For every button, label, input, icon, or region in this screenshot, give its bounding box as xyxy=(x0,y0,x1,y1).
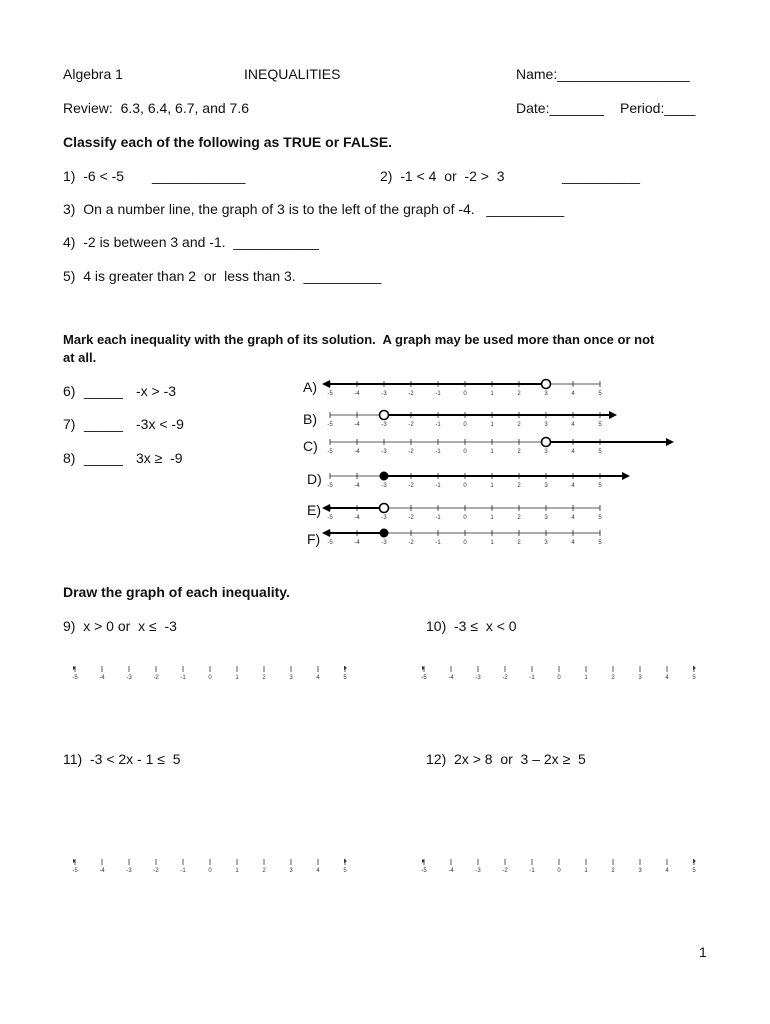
blank-number-line-10[interactable] xyxy=(0,658,770,682)
answer-blank-8[interactable]: _____ xyxy=(84,450,123,466)
tick-label: -2 xyxy=(153,675,159,681)
tick-label: -3 xyxy=(381,422,387,428)
tick-label: 4 xyxy=(571,422,575,428)
tick-label: 5 xyxy=(598,483,602,489)
tick-label: 0 xyxy=(463,391,467,397)
tick-label: -1 xyxy=(180,868,186,874)
tick-label: 0 xyxy=(208,675,212,681)
question-10: 10) -3 ≤ x < 0 xyxy=(426,618,517,634)
tick-label: 3 xyxy=(638,675,642,681)
tick-label: 1 xyxy=(490,515,494,521)
tick-label: -2 xyxy=(408,515,414,521)
question-8-expr: 3x ≥ -9 xyxy=(136,450,183,466)
tick-label: -5 xyxy=(327,515,333,521)
question-12: 12) 2x > 8 or 3 – 2x ≥ 5 xyxy=(426,751,586,767)
tick-label: -4 xyxy=(354,515,360,521)
section2-heading-line1: Mark each inequality with the graph of its solution. A graph may be used more than once or not xyxy=(63,332,655,347)
tick-label: 5 xyxy=(343,868,347,874)
tick-label: -2 xyxy=(408,391,414,397)
graph-label-d: D) xyxy=(307,471,322,487)
question-8-number: 8) xyxy=(63,450,76,466)
tick-label: 4 xyxy=(571,483,575,489)
tick-label: 5 xyxy=(343,675,347,681)
tick-label: 5 xyxy=(598,422,602,428)
tick-label: 3 xyxy=(544,391,548,397)
tick-label: -5 xyxy=(421,868,427,874)
open-endpoint xyxy=(542,380,551,389)
arrow-right-icon xyxy=(622,472,630,480)
tick-label: 0 xyxy=(557,675,561,681)
tick-label: 3 xyxy=(544,449,548,455)
tick-label: 0 xyxy=(208,868,212,874)
tick-label: -5 xyxy=(327,483,333,489)
tick-label: -4 xyxy=(354,422,360,428)
tick-label: 3 xyxy=(544,540,548,546)
answer-blank-1[interactable]: ____________ xyxy=(152,168,246,184)
question-7-expr: -3x < -9 xyxy=(136,416,184,432)
tick-label: 4 xyxy=(665,868,669,874)
tick-label: -3 xyxy=(475,675,481,681)
question-4: 4) -2 is between 3 and -1. ___________ xyxy=(63,234,320,250)
number-line-d xyxy=(0,464,770,494)
question-6-expr: -x > -3 xyxy=(136,383,177,399)
tick-label: -1 xyxy=(180,675,186,681)
tick-label: -2 xyxy=(408,449,414,455)
period-field[interactable]: Period:____ xyxy=(620,100,696,116)
tick-label: 1 xyxy=(490,483,494,489)
tick-label: -3 xyxy=(126,675,132,681)
tick-label: -5 xyxy=(72,868,78,874)
tick-label: 5 xyxy=(598,540,602,546)
course-name: Algebra 1 xyxy=(63,66,123,82)
tick-label: -4 xyxy=(448,868,454,874)
section2-heading-line2: at all. xyxy=(63,350,97,365)
question-7-number: 7) xyxy=(63,416,76,432)
tick-label: 4 xyxy=(665,675,669,681)
tick-label: 2 xyxy=(517,540,521,546)
tick-label: -1 xyxy=(435,391,441,397)
tick-label: 1 xyxy=(584,868,588,874)
graph-label-f: F) xyxy=(307,531,321,547)
arrow-right-icon xyxy=(693,666,696,670)
arrow-right-icon xyxy=(609,411,617,419)
tick-label: -5 xyxy=(421,675,427,681)
tick-label: -5 xyxy=(327,391,333,397)
arrow-right-icon xyxy=(666,438,674,446)
review-sections: Review: 6.3, 6.4, 6.7, and 7.6 xyxy=(63,100,250,116)
number-line-b xyxy=(0,403,770,433)
tick-label: -4 xyxy=(99,675,105,681)
answer-blank-6[interactable]: _____ xyxy=(84,383,123,399)
answer-blank-2[interactable]: __________ xyxy=(562,168,640,184)
tick-label: -1 xyxy=(435,449,441,455)
tick-label: -3 xyxy=(381,483,387,489)
closed-endpoint xyxy=(380,529,389,538)
answer-blank-7[interactable]: _____ xyxy=(84,416,123,432)
arrow-left-icon xyxy=(322,504,330,512)
tick-label: -2 xyxy=(408,540,414,546)
tick-label: -4 xyxy=(99,868,105,874)
tick-label: 2 xyxy=(517,391,521,397)
question-3: 3) On a number line, the graph of 3 is to the left of the graph of -4. __________ xyxy=(63,201,565,217)
number-line-a xyxy=(0,372,770,402)
tick-label: -3 xyxy=(475,868,481,874)
tick-label: 5 xyxy=(598,391,602,397)
tick-label: 2 xyxy=(517,449,521,455)
tick-label: -2 xyxy=(502,868,508,874)
arrow-left-icon xyxy=(322,529,330,537)
tick-label: 2 xyxy=(517,422,521,428)
tick-label: 5 xyxy=(692,868,696,874)
tick-label: -5 xyxy=(72,675,78,681)
arrow-left-icon xyxy=(422,666,425,670)
section1-heading: Classify each of the following as TRUE or FALSE. xyxy=(63,134,393,150)
tick-label: -2 xyxy=(153,868,159,874)
open-endpoint xyxy=(380,504,389,513)
question-2: 2) -1 < 4 or -2 > 3 xyxy=(380,168,505,184)
arrow-left-icon xyxy=(422,859,425,863)
tick-label: 2 xyxy=(262,675,266,681)
question-11: 11) -3 < 2x - 1 ≤ 5 xyxy=(63,751,181,767)
tick-label: 5 xyxy=(692,675,696,681)
tick-label: -2 xyxy=(408,422,414,428)
tick-label: 3 xyxy=(544,515,548,521)
tick-label: 2 xyxy=(517,483,521,489)
tick-label: 2 xyxy=(611,675,615,681)
tick-label: 3 xyxy=(638,868,642,874)
tick-label: -3 xyxy=(381,449,387,455)
tick-label: -2 xyxy=(502,675,508,681)
question-9: 9) x > 0 or x ≤ -3 xyxy=(63,618,177,634)
tick-label: -2 xyxy=(408,483,414,489)
tick-label: -1 xyxy=(435,540,441,546)
tick-label: -3 xyxy=(381,515,387,521)
tick-label: -1 xyxy=(435,515,441,521)
page-number: 1 xyxy=(699,944,707,960)
tick-label: -3 xyxy=(381,540,387,546)
tick-label: 0 xyxy=(463,515,467,521)
tick-label: 4 xyxy=(316,675,320,681)
graph-label-c: C) xyxy=(303,438,318,454)
tick-label: 0 xyxy=(463,449,467,455)
tick-label: -5 xyxy=(327,540,333,546)
tick-label: 5 xyxy=(598,449,602,455)
graph-label-a: A) xyxy=(303,379,317,395)
tick-label: 1 xyxy=(235,868,239,874)
tick-label: -5 xyxy=(327,449,333,455)
tick-label: -1 xyxy=(529,868,535,874)
tick-label: 0 xyxy=(557,868,561,874)
tick-label: 2 xyxy=(262,868,266,874)
tick-label: 0 xyxy=(463,483,467,489)
arrow-right-icon xyxy=(693,859,696,863)
tick-label: 1 xyxy=(490,449,494,455)
name-field[interactable]: Name:_________________ xyxy=(516,66,690,82)
tick-label: -4 xyxy=(354,449,360,455)
tick-label: 3 xyxy=(289,868,293,874)
tick-label: 4 xyxy=(571,391,575,397)
number-line-f xyxy=(0,521,770,551)
tick-label: 4 xyxy=(316,868,320,874)
open-endpoint xyxy=(542,438,551,447)
question-1: 1) -6 < -5 xyxy=(63,168,125,184)
tick-label: 1 xyxy=(490,422,494,428)
blank-number-line-12[interactable] xyxy=(0,851,770,875)
tick-label: 2 xyxy=(517,515,521,521)
tick-label: 2 xyxy=(611,868,615,874)
tick-label: -4 xyxy=(448,675,454,681)
tick-label: 4 xyxy=(571,449,575,455)
tick-label: -4 xyxy=(354,483,360,489)
section3-heading: Draw the graph of each inequality. xyxy=(63,584,290,600)
tick-label: 1 xyxy=(235,675,239,681)
tick-label: 0 xyxy=(463,422,467,428)
question-6-number: 6) xyxy=(63,383,76,399)
graph-label-e: E) xyxy=(307,502,321,518)
question-5: 5) 4 is greater than 2 or less than 3. __________ xyxy=(63,268,382,284)
tick-label: -1 xyxy=(435,422,441,428)
arrow-left-icon xyxy=(322,380,330,388)
tick-label: -5 xyxy=(327,422,333,428)
tick-label: -1 xyxy=(435,483,441,489)
worksheet-title: INEQUALITIES xyxy=(244,66,341,82)
tick-label: 5 xyxy=(598,515,602,521)
tick-label: 4 xyxy=(571,540,575,546)
tick-label: 3 xyxy=(544,422,548,428)
date-field[interactable]: Date:_______ xyxy=(516,100,604,116)
tick-label: -3 xyxy=(126,868,132,874)
tick-label: -4 xyxy=(354,540,360,546)
tick-label: 1 xyxy=(490,540,494,546)
tick-label: 1 xyxy=(584,675,588,681)
tick-label: 4 xyxy=(571,515,575,521)
number-line-c xyxy=(0,430,770,460)
closed-endpoint xyxy=(380,472,389,481)
tick-label: 0 xyxy=(463,540,467,546)
tick-label: 1 xyxy=(490,391,494,397)
graph-label-b: B) xyxy=(303,411,317,427)
tick-label: -4 xyxy=(354,391,360,397)
open-endpoint xyxy=(380,411,389,420)
tick-label: 3 xyxy=(544,483,548,489)
tick-label: 3 xyxy=(289,675,293,681)
tick-label: -1 xyxy=(529,675,535,681)
tick-label: -3 xyxy=(381,391,387,397)
